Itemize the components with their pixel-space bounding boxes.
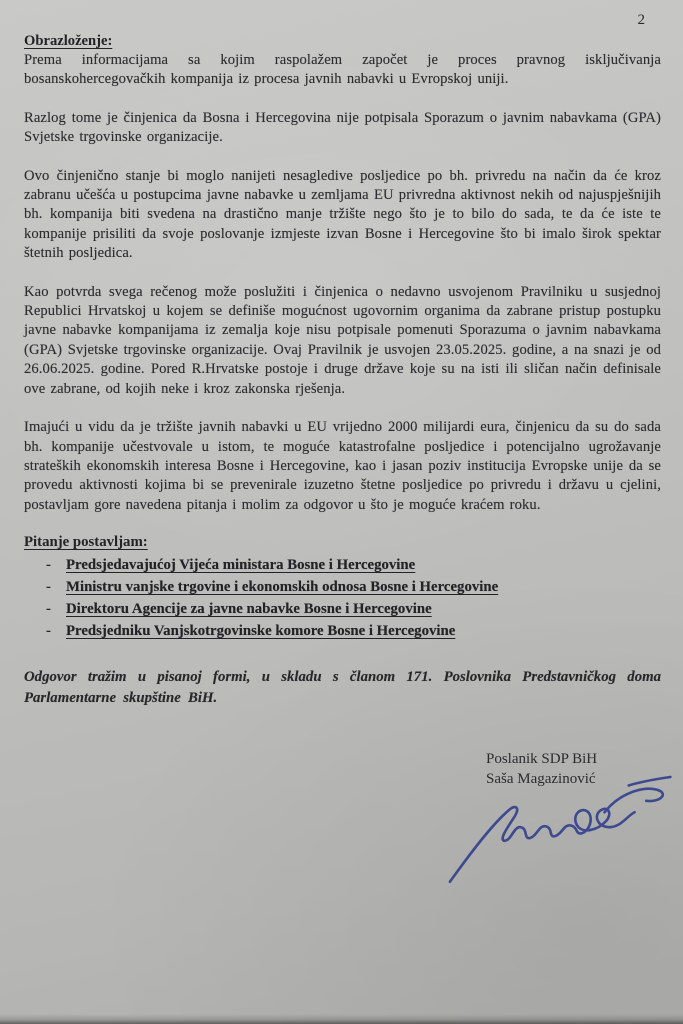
dash-bullet: - <box>46 623 51 640</box>
paragraph: Prema informacijama sa kojim raspolažem započet je proces pravnog isključivanja bosanskohercegovačkih kompanija iz procesa javnih nabavki u Evropskoj uniji. <box>24 52 661 88</box>
paragraph: Ovo činjenično stanje bi moglo nanijeti nesagledive posljedice po bh. privredu na način da će kroz zabranu učešća u postupcima javne nabavke u zemljama EU privredna aktivnost nekih od najuspješnijih bh. kompanija biti svedena na drastično manje tržište nego što je to bilo do sada, te da će iste te kompanije prisiliti da svoje poslovanje izmjeste izvan Bosne i Hercegovine što bi imalo širok spektar štetnih posljedica. <box>24 167 661 262</box>
question-item <box>24 598 661 620</box>
question-item-label: Predsjedavajućoj Vijeća ministara Bosne i Hercegovine <box>66 557 416 574</box>
question-item-label: Predsjedniku Vanjskotrgovinske komore Bosne i Hercegovine <box>66 623 456 640</box>
paragraph: Razlog tome je činjenica da Bosna i Hercegovina nije potpisala Sporazum o javnim nabavkama (GPA) Svjetske trgovinske organizacije. <box>24 109 661 146</box>
signer-role: Poslanik SDP BiH <box>486 751 598 767</box>
questions-section <box>24 534 661 642</box>
dash-bullet: - <box>46 557 51 574</box>
questions-heading: Pitanje postavljam: <box>24 534 148 551</box>
closing-note: Odgovor tražim u pisanoj formi, u skladu s članom 171. Poslovnika Predstavničkog doma Parlamentarne skupštine BiH. <box>24 669 661 706</box>
handwritten-signature <box>432 762 680 888</box>
question-item <box>24 554 661 576</box>
section-title: Obrazloženje: <box>24 33 113 49</box>
dash-bullet: - <box>46 579 51 596</box>
paragraph: Imajući u vidu da je tržište javnih nabavki u EU vrijedno 2000 milijardi eura, činjenicu da su do sada bh. kompanije učestvovale u istom, te moguće katastrofalne posljedice i potencijalno ugrožavanje strateških ekonomskih interesa Bosne i Hercegovine, kao i jasan poziv institucija Evropske unije da se provedu aktivnosti kojima bi se prevenirale izuzetno štetne posljedice po privredu i državu u cjelini, postavljam gore navedena pitanja i molim za odgovor u što je moguće kraćem roku. <box>24 419 661 513</box>
page-number: 2 <box>637 12 645 28</box>
question-item-label: Direktoru Agencije za javne nabavke Bosne i Hercegovine <box>66 601 432 618</box>
question-item-label: Ministru vanjske trgovine i ekonomskih odnosa Bosne i Hercegovine <box>66 579 499 596</box>
dash-bullet: - <box>46 601 51 618</box>
question-item <box>24 576 661 598</box>
signer-name: Saša Magazinović <box>486 770 596 787</box>
document-content <box>24 12 661 723</box>
question-item <box>24 620 661 642</box>
paragraph: Kao potvrda svega rečenog može poslužiti i činjenica o nedavno usvojenom Pravilniku u susjednoj Republici Hrvatskoj u kojem se definiše mogućnost ugovornim organima da zabrane pristup postupku javne nabavke kompanijama iz zemalja koje nisu potpisale pomenuti Sporazuma o javnim nabavkama (GPA) Svjetske trgovinske organizacije. Ovaj Pravilnik je usvojen 23.05.2025. godine, a na snazi je od 26.06.2025. godine. Pored R.Hrvatske postoje i druge države koje su na isti ili sličan način definisale ove zabrane, od kojih neke i kroz zakonska rješenja. <box>24 283 661 397</box>
